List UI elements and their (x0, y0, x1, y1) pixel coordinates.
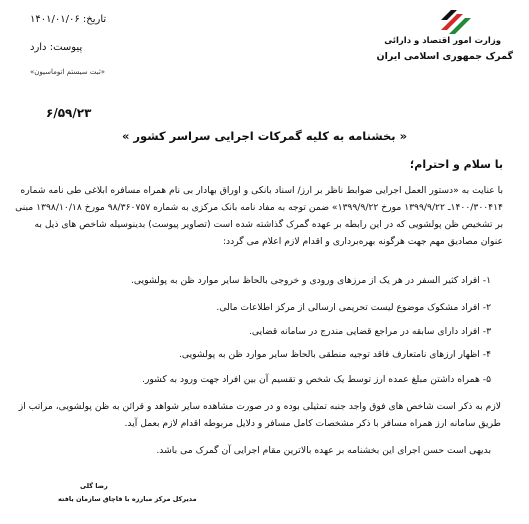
attachment-label: پیوست: (49, 42, 83, 53)
date-value: ۱۴۰۱/۰۱/۰۶ (30, 14, 80, 25)
system-note: «ثبت سیستم اتوماسیون» (30, 68, 106, 76)
list-item: ۱- افراد کثیر السفر در هر یک از مرزهای ورودی و خروجی بالحاظ سایر موارد ظن به پولشویی. (130, 275, 491, 286)
list-item: ۴- اظهار ارزهای نامتعارف فاقد توجیه منطقی بالحاظ سایر موارد ظن به پولشویی. (179, 349, 491, 360)
ministry-name: وزارت امور اقتصاد و دارائی (384, 36, 501, 46)
letter-number: ۶/۵۹/۲۳ (46, 106, 92, 120)
salutation: با سلام و احترام؛ (409, 158, 503, 171)
list-item: ۵- همراه داشتن مبلغ عمده ارز توسط یک شخص و تقسیم آن بین افراد جهت ورود به کشور. (142, 374, 491, 385)
final-paragraph: بدیهی است حسن اجرای این بخشنامه بر عهده بالاترین مقام اجرایی آن گمرک می باشد. (156, 445, 491, 456)
attachment-row (30, 42, 82, 53)
signatory-title: مدیرکل مرکز مبارزه با قاچاق سازمان یافته (58, 495, 197, 503)
customs-name: گمرک جمهوری اسلامی ایران (376, 51, 513, 62)
signatory-name: رضا گلی (80, 482, 108, 490)
customs-logo-icon (439, 8, 473, 38)
date-label: تاریخ: (82, 14, 107, 25)
document-title: « بخشنامه به کلیه گمرکات اجرایی سراسر کشور » (121, 129, 408, 143)
closing-paragraph: لازم به ذکر است شاخص های فوق واجد جنبه تمثیلی بوده و در صورت مشاهده سایر شواهد و قرائن به ظن پولشویی، مراتب از طریق سامانه ارز همراه مسافر با ذکر مشخصات کامل مسافر و دلایل مربوطه اقدام لازم بعمل آید. (18, 401, 501, 429)
date-row (30, 14, 106, 25)
list-item: ۲- افراد مشکوک موضوع لیست تحریمی ارسالی از مرکز اطلاعات مالی. (216, 302, 491, 313)
intro-paragraph: با عنایت به «دستور العمل اجرایی ضوابط ناظر بر ارز/ اسناد بانکی و اوراق بهادار بی نام همراه مسافره ابلاغی طی نامه شماره ۱۴۰۰/۳۰۰۴۱۴ـ ۱۳۹۹/۹/۲۲ مورخ ۱۳۹۹/۹/۲۲» ضمن توجه به مفاد نامه بانک مرکزی به شماره ۹۸/۳۶۰۷۵۷ مورخ ۱۳۹۸/۱۰/۱۸ مبنی بر تشخیص ظن پولشویی که در این رابطه بر عهده گمرک گذاشته شده است (تصاویر پیوست) بدینوسیله شاخص های ذیل به عنوان مصادیق مهم جهت هرگونه بهره‌برداری و اقدام لازم اعلام می گردد: (15, 185, 503, 247)
attachment-value: دارد (30, 42, 47, 53)
list-item: ۳- افراد دارای سابقه در مراجع قضایی مندرج در سامانه قضایی. (249, 326, 491, 337)
